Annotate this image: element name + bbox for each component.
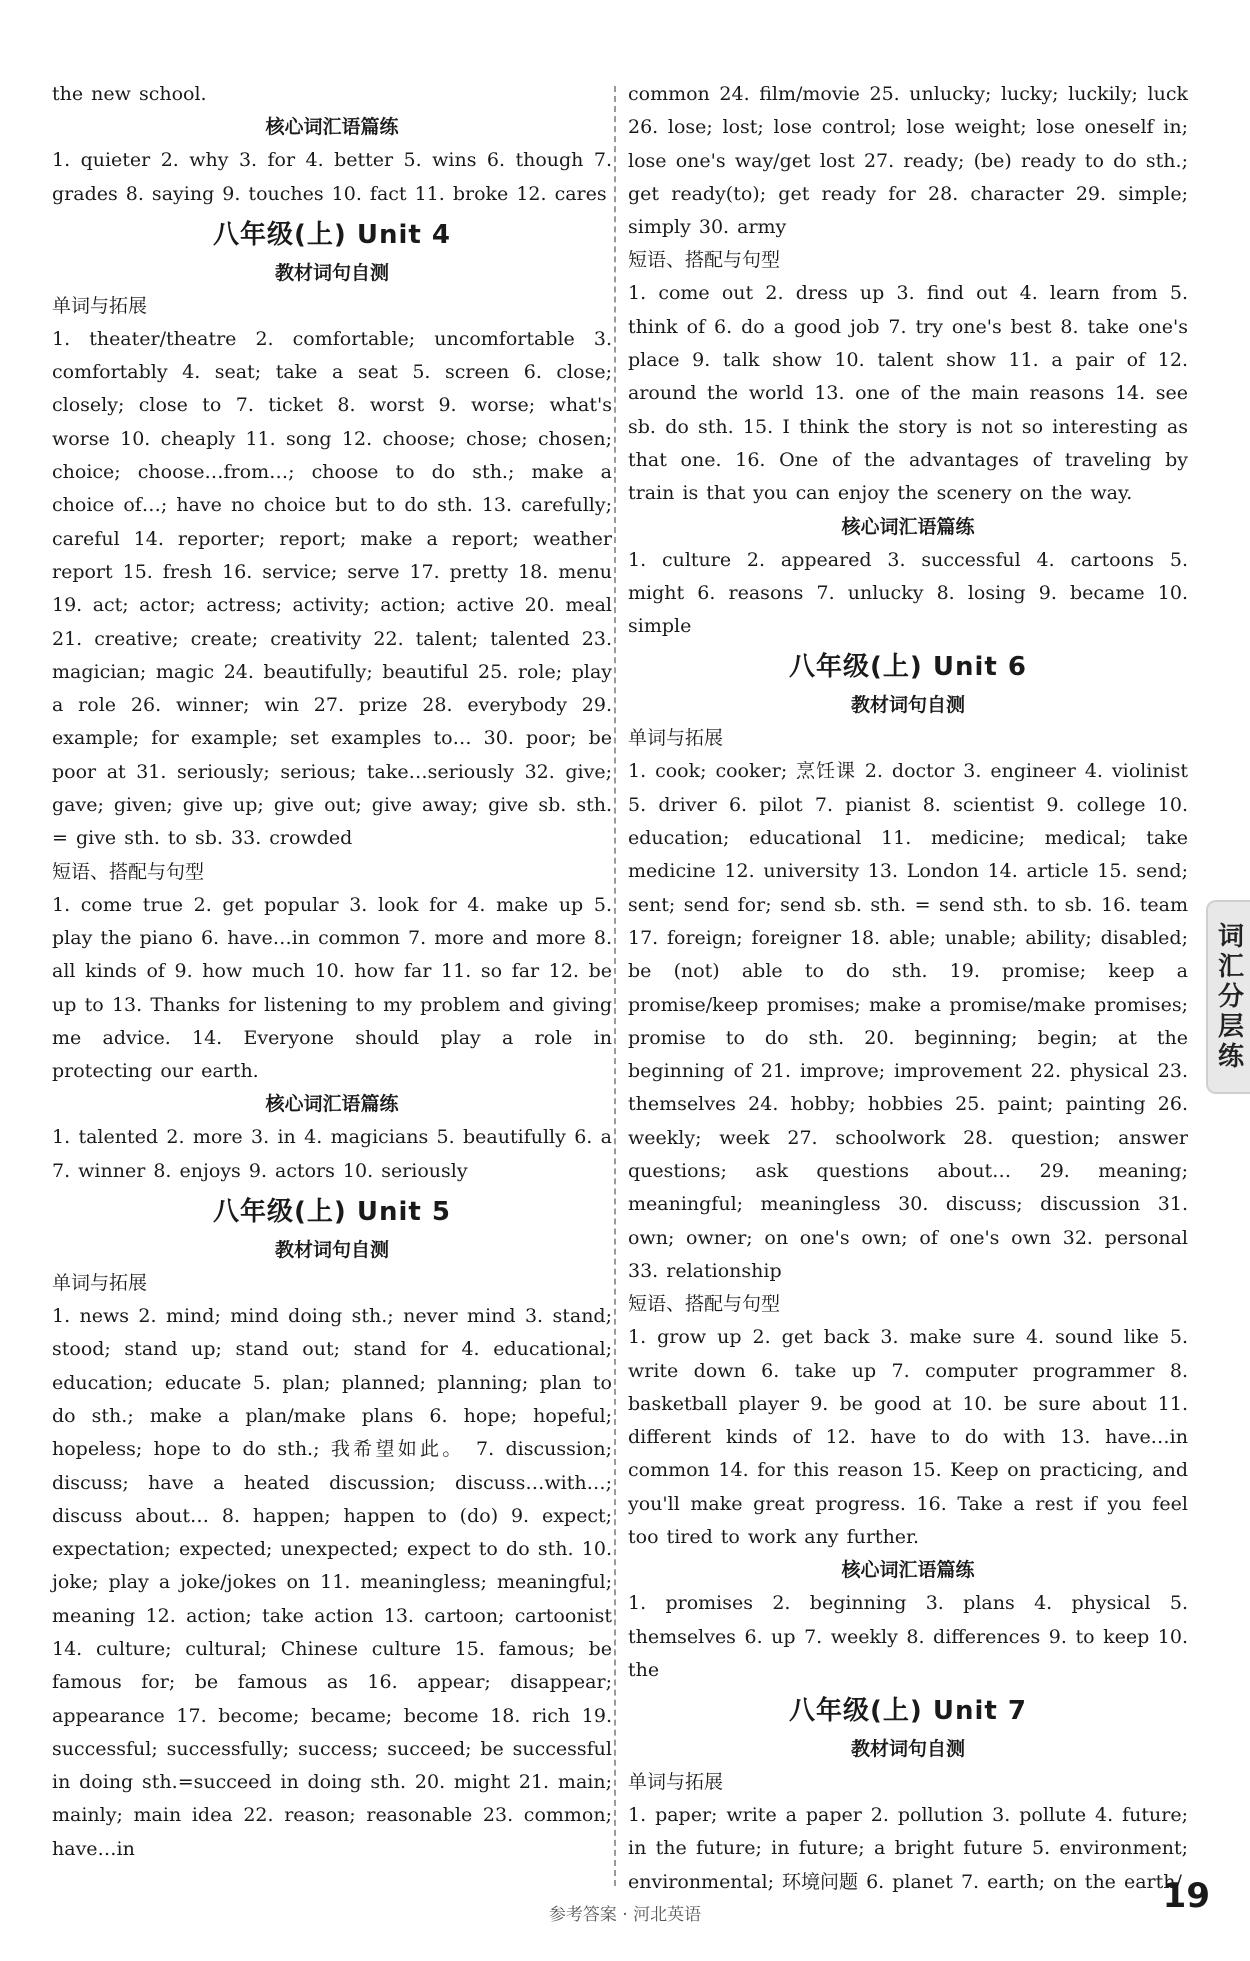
exercise-heading: 教材词句自测 <box>850 694 965 717</box>
column-divider <box>614 86 616 1886</box>
side-tab <box>1206 900 1250 1094</box>
answer-paragraph: 1. talented 2. more 3. in 4. magicians 5. beautifully 6. a 7. winner 8. enjoys 9. actors 10. seriously <box>52 1126 612 1182</box>
unit-heading: 八年级(上) Unit 6 <box>789 652 1027 683</box>
answer-paragraph: 1. paper; write a paper 2. pollution 3. pollute 4. future; in the future; in future; a bright future 5. environment; environmental; 环境问题 6. planet 7. earth; on the earth/ <box>628 1804 1188 1893</box>
section-heading: 单词与拓展 <box>628 1771 724 1794</box>
answer-paragraph: 1. promises 2. beginning 3. plans 4. physical 5. themselves 6. up 7. weekly 8. differences 9. to keep 10. the <box>628 1592 1188 1681</box>
section-heading: 短语、搭配与句型 <box>628 249 781 272</box>
right-column <box>628 78 1188 1899</box>
exercise-heading: 核心词汇语篇练 <box>841 515 975 538</box>
section-heading: 短语、搭配与句型 <box>52 860 205 883</box>
exercise-heading: 核心词汇语篇练 <box>841 1559 975 1582</box>
exercise-heading: 教材词句自测 <box>850 1738 965 1761</box>
page-number: 19 <box>1162 1876 1210 1916</box>
answer-paragraph: 1. cook; cooker; 烹饪课 2. doctor 3. engineer 4. violinist 5. driver 6. pilot 7. pianist 8. scientist 9. college 10. education; educational 11. medicine; medical; take medicine 12. university 13. London 14. article 15. send; sent; send for; send sb. sth. = send sth. to sb. 16. team 17. foreign; foreigner 18. able; unable; ability; disabled; be (not) able to do sth. 19. promise; keep a promise/keep promises; make a promise/make promises; promise to do sth. 20. beginning; begin; at the beginning of 21. improve; improvement 22. physical 23. themselves 24. hobby; hobbies 25. paint; painting 26. weekly; week 27. schoolwork 28. question; answer questions; ask questions about… 29. meaning; meaningful; meaningless 30. discuss; discussion 31. own; owner; on one's own; of one's own 32. personal 33. relationship <box>628 760 1188 1282</box>
answer-paragraph: 1. news 2. mind; mind doing sth.; never mind 3. stand; stood; stand up; stand out; stand for 4. educational; education; educate 5. plan; planned; planning; plan to do sth.; make a plan/make plans 6. hope; hopeful; hopeless; hope to do sth.; 我希望如此。 7. discussion; discuss; have a heated discussion; discuss…with…; discuss about… 8. happen; happen to (do) 9. expect; expectation; expected; unexpected; expect to do sth. 10. joke; play a joke/jokes on 11. meaningless; meaningful; meaning 12. action; take action 13. cartoon; cartoonist 14. culture; cultural; Chinese culture 15. famous; be famous for; be famous as 16. appear; disappear; appearance 17. become; became; become 18. rich 19. successful; successfully; success; succeed; be successful in doing sth.=succeed in doing sth. 20. might 21. main; mainly; main idea 22. reason; reasonable 23. common; have…in <box>52 1305 612 1860</box>
answer-paragraph: the new school. <box>52 83 207 105</box>
exercise-heading: 教材词句自测 <box>274 261 389 284</box>
answer-paragraph: 1. quieter 2. why 3. for 4. better 5. wins 6. though 7. grades 8. saying 9. touches 10. fact 11. broke 12. cares <box>52 149 612 205</box>
footer: 参考答案 · 河北英语 <box>548 1905 702 1925</box>
unit-heading: 八年级(上) Unit 5 <box>213 1197 451 1228</box>
answer-paragraph: 1. theater/theatre 2. comfortable; uncomfortable 3. comfortably 4. seat; take a seat 5. screen 6. close; closely; close to 7. ticket 8. worst 9. worse; what's worse 10. cheaply 11. song 12. choose; chose; chosen; choice; choose…from…; choose to do sth.; make a choice of…; have no choice but to do sth. 13. carefully; careful 14. reporter; report; make a report; weather report 15. fresh 16. service; serve 17. pretty 18. menu 19. act; actor; actress; activity; action; active 20. meal 21. creative; create; creativity 22. talent; talented 23. magician; magic 24. beautifully; beautiful 25. role; play a role 26. winner; win 27. prize 28. everybody 29. example; for example; set examples to… 30. poor; be poor at 31. seriously; serious; take…seriously 32. give; gave; given; give up; give out; give away; give sb. sth. = give sth. to sb. 33. crowded <box>52 327 612 850</box>
section-heading: 单词与拓展 <box>628 727 724 750</box>
unit-heading: 八年级(上) Unit 7 <box>789 1696 1027 1727</box>
exercise-heading: 核心词汇语篇练 <box>265 116 399 139</box>
section-heading: 单词与拓展 <box>52 1272 148 1295</box>
unit-heading: 八年级(上) Unit 4 <box>213 219 451 250</box>
section-heading: 短语、搭配与句型 <box>628 1293 781 1316</box>
answer-paragraph: 1. culture 2. appeared 3. successful 4. cartoons 5. might 6. reasons 7. unlucky 8. losing 9. became 10. simple <box>628 548 1188 638</box>
answer-paragraph: 1. come true 2. get popular 3. look for 4. make up 5. play the piano 6. have…in common 7. more and more 8. all kinds of 9. how much 10. how far 11. so far 12. be up to 13. Thanks for listening to my problem and giving me advice. 14. Everyone should play a role in protecting our earth. <box>52 893 612 1083</box>
answer-paragraph: common 24. film/movie 25. unlucky; lucky; luckily; luck 26. lose; lost; lose control; lose weight; lose oneself in; lose one's way/get lost 27. ready; (be) ready to do sth.; get ready(to); get ready for 28. character 29. simple; simply 30. army <box>628 83 1188 239</box>
exercise-heading: 教材词句自测 <box>274 1239 389 1262</box>
answer-paragraph: 1. come out 2. dress up 3. find out 4. learn from 5. think of 6. do a good job 7. try one's best 8. take one's place 9. talk show 10. talent show 11. a pair of 12. around the world 13. one of the main reasons 14. see sb. do sth. 15. I think the story is not so interesting as that one. 16. One of the advantages of traveling by train is that you can enjoy the scenery on the way. <box>628 282 1188 505</box>
section-heading: 单词与拓展 <box>52 294 148 317</box>
side-tab-label: 词汇分层练 <box>1213 922 1244 1072</box>
exercise-heading: 核心词汇语篇练 <box>265 1093 399 1116</box>
left-column <box>52 78 612 1866</box>
answer-paragraph: 1. grow up 2. get back 3. make sure 4. sound like 5. write down 6. take up 7. computer programmer 8. basketball player 9. be good at 10. be sure about 11. different kinds of 12. have to do with 13. have…in common 14. for this reason 15. Keep on practicing, and you'll make great progress. 16. Take a rest if you feel too tired to work any further. <box>628 1326 1188 1548</box>
